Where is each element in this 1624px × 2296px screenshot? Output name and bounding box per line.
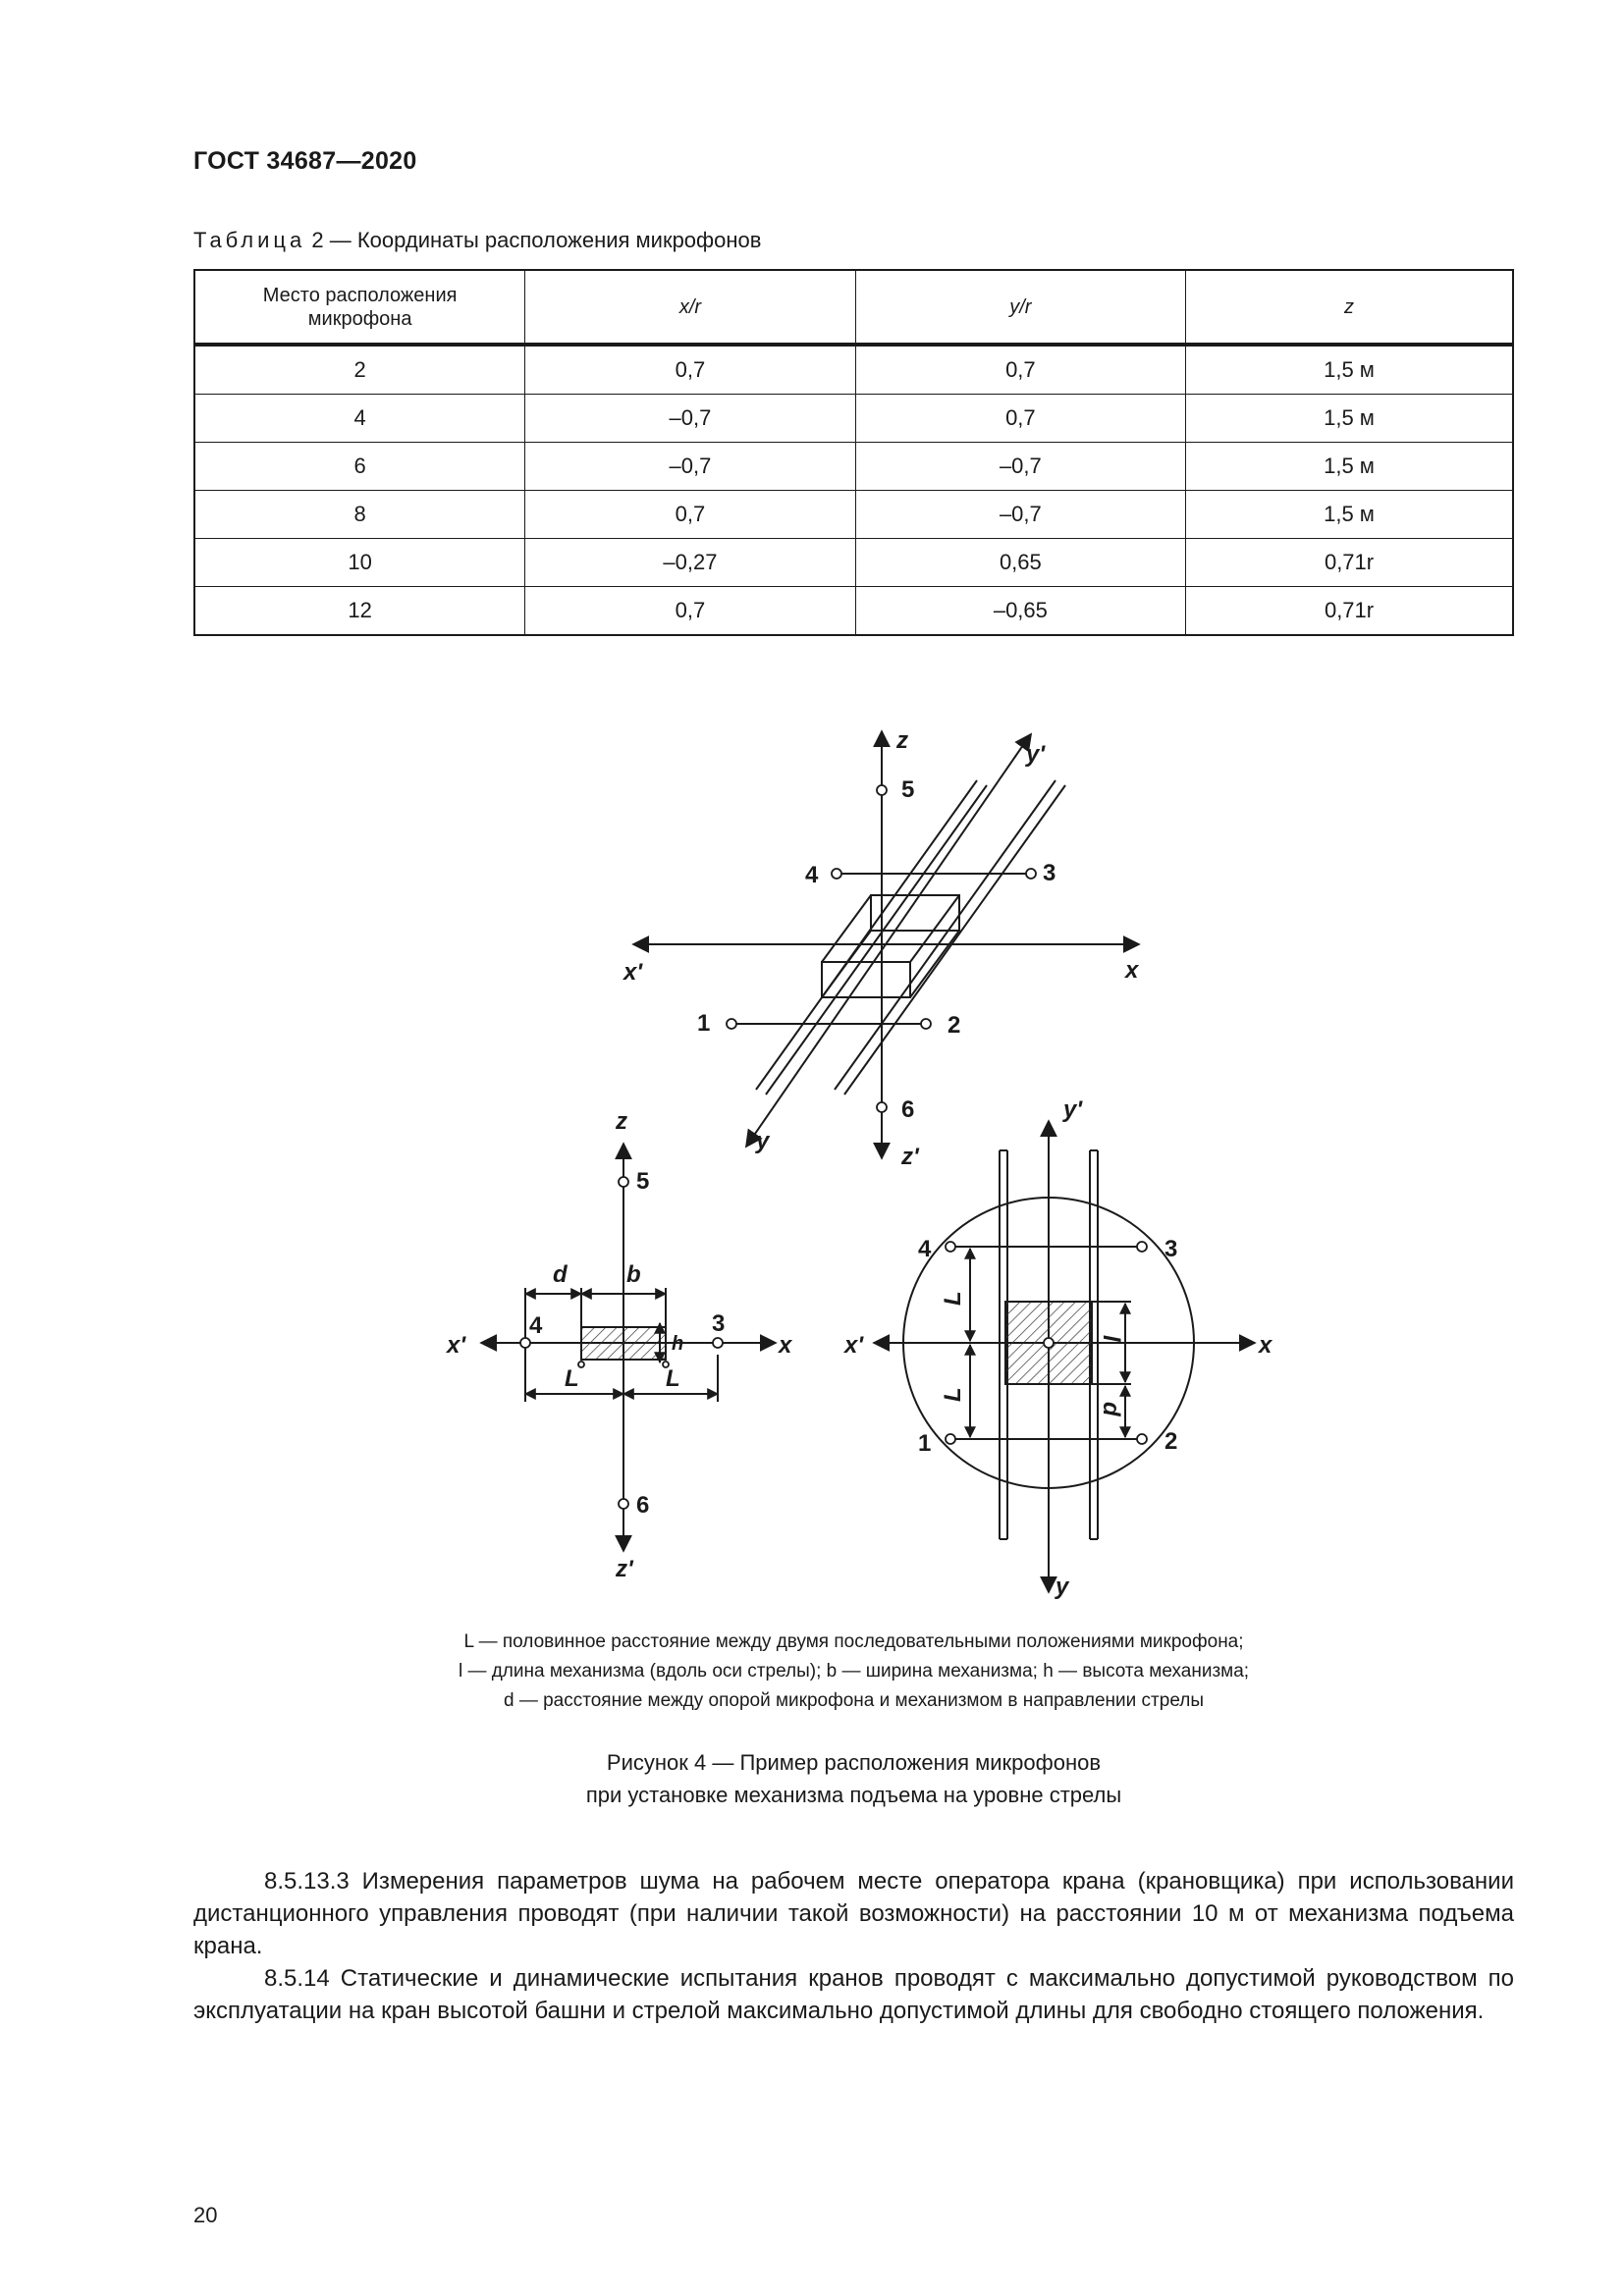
mic-point-5-3d: [877, 785, 887, 795]
label-x-prime-side: x': [447, 1332, 466, 1359]
table-cell: 8: [194, 491, 525, 539]
figure-legend-line-1: L — половинное расстояние между двумя последовательными положениями микрофона;: [463, 1631, 1244, 1652]
label-x-prime-3d: x': [623, 959, 643, 986]
mic-point-6-side: [619, 1499, 628, 1509]
table-cell: 12: [194, 587, 525, 636]
top-view-center: [1044, 1338, 1054, 1348]
label-2-3d: 2: [947, 1012, 961, 1039]
label-6-3d: 6: [901, 1096, 915, 1123]
label-z-3d: z: [896, 727, 908, 754]
label-3-side: 3: [712, 1310, 726, 1337]
body-text: [193, 1865, 1514, 2027]
label-b-side: b: [626, 1261, 641, 1288]
table-caption-number: 2: [311, 228, 324, 252]
diagram-3d-view: [633, 731, 1139, 1158]
table-caption-text: — Координаты расположения микрофонов: [323, 228, 762, 252]
support-point-left: [578, 1362, 584, 1367]
table-cell: 0,7: [525, 587, 855, 636]
table-cell: 0,7: [855, 395, 1185, 443]
paragraph-8-5-14: 8.5.14 Статические и динамические испытания кранов проводят с максимально допустимой руководством по эксплуатации на кран высотой башни и стрелой максимально допустимой длины для свободно стоящего положения.: [193, 1965, 1514, 2024]
label-h-side: h: [672, 1333, 684, 1355]
label-L-upper-top: L: [940, 1291, 966, 1306]
table-cell: 4: [194, 395, 525, 443]
label-3-3d: 3: [1043, 860, 1056, 886]
label-1-3d: 1: [697, 1010, 711, 1037]
label-z-prime-side: z': [616, 1556, 633, 1582]
table-cell: 0,71r: [1186, 587, 1513, 636]
label-d-top: d: [1098, 1402, 1124, 1416]
page-number: 20: [193, 2203, 218, 2227]
label-2-top: 2: [1164, 1428, 1178, 1455]
table-cell: 6: [194, 443, 525, 491]
label-1-top: 1: [918, 1430, 932, 1457]
label-y-top: y: [1056, 1574, 1069, 1600]
figure-title-line-2: при установке механизма подъема на уровне стрелы: [585, 1783, 1122, 1807]
label-x-top: x: [1259, 1332, 1272, 1359]
label-y-3d: y: [756, 1128, 770, 1154]
label-y-prime-top: y': [1063, 1096, 1083, 1123]
label-L-left-side: L: [565, 1365, 579, 1392]
table-cell: 1,5 м: [1186, 443, 1513, 491]
diagram-top-view: [874, 1121, 1255, 1592]
table-cell: 1,5 м: [1186, 345, 1513, 395]
table-cell: –0,65: [855, 587, 1185, 636]
table-cell: 10: [194, 539, 525, 587]
label-z-prime-3d: z': [901, 1144, 919, 1170]
table-cell: 0,7: [525, 491, 855, 539]
table-caption-label: Таблица: [193, 228, 306, 252]
label-L-right-side: L: [666, 1365, 680, 1392]
label-4-3d: 4: [805, 862, 819, 888]
table-cell: 0,71r: [1186, 539, 1513, 587]
mic-point-2-top: [1137, 1434, 1147, 1444]
label-4-side: 4: [529, 1312, 543, 1339]
table-cell: –0,7: [525, 443, 855, 491]
column-header-y: y/r: [855, 270, 1185, 345]
table-cell: 0,7: [855, 345, 1185, 395]
mic-point-1-top: [946, 1434, 955, 1444]
label-x-side: x: [779, 1332, 792, 1359]
column-header-position: Место расположения микрофона: [194, 270, 525, 345]
paragraph-8-5-13-3: 8.5.13.3 Измерения параметров шума на рабочем месте оператора крана (крановщика) при использовании дистанционного управления проводят (при наличии такой возможности) на расстоянии 10 м от механизма подъема крана.: [193, 1868, 1514, 1959]
label-x-prime-top: x': [844, 1332, 864, 1359]
table-cell: –0,27: [525, 539, 855, 587]
column-header-x: x/r: [525, 270, 855, 345]
mic-point-2-3d: [921, 1019, 931, 1029]
mic-point-4-side: [520, 1338, 530, 1348]
label-5-3d: 5: [901, 776, 915, 803]
label-z-side: z: [616, 1108, 627, 1135]
table-cell: 1,5 м: [1186, 491, 1513, 539]
table-cell: 0,65: [855, 539, 1185, 587]
table-cell: 1,5 м: [1186, 395, 1513, 443]
figure-legend-line-3: d — расстояние между опорой микрофона и механизмом в направлении стрелы: [503, 1690, 1204, 1711]
label-6-side: 6: [636, 1492, 650, 1519]
column-header-z: z: [1186, 270, 1513, 345]
figure-title-line-1: Рисунок 4 — Пример расположения микрофонов: [606, 1750, 1102, 1775]
document-header: ГОСТ 34687—2020: [193, 147, 417, 175]
label-4-top: 4: [918, 1236, 932, 1262]
table-cell: –0,7: [525, 395, 855, 443]
label-l-top: l: [1098, 1335, 1124, 1342]
table-cell: 0,7: [525, 345, 855, 395]
mic-point-5-side: [619, 1177, 628, 1187]
label-5-side: 5: [636, 1168, 650, 1195]
mic-point-6-3d: [877, 1102, 887, 1112]
label-3-top: 3: [1164, 1236, 1178, 1262]
table-cell: –0,7: [855, 443, 1185, 491]
table-cell: –0,7: [855, 491, 1185, 539]
mic-point-1-3d: [727, 1019, 736, 1029]
mic-point-3-side: [713, 1338, 723, 1348]
label-L-lower-top: L: [940, 1387, 966, 1402]
label-x-3d: x: [1125, 957, 1139, 984]
mic-point-4-top: [946, 1242, 955, 1252]
mic-point-3-3d: [1026, 869, 1036, 879]
label-d-side: d: [553, 1261, 568, 1288]
mic-point-3-top: [1137, 1242, 1147, 1252]
figure-legend-line-2: l — длина механизма (вдоль оси стрелы); b — ширина механизма; h — высота механизма;: [458, 1661, 1250, 1682]
mic-point-4-3d: [832, 869, 841, 879]
table-cell: 2: [194, 345, 525, 395]
label-y-prime-3d: y': [1026, 741, 1046, 768]
